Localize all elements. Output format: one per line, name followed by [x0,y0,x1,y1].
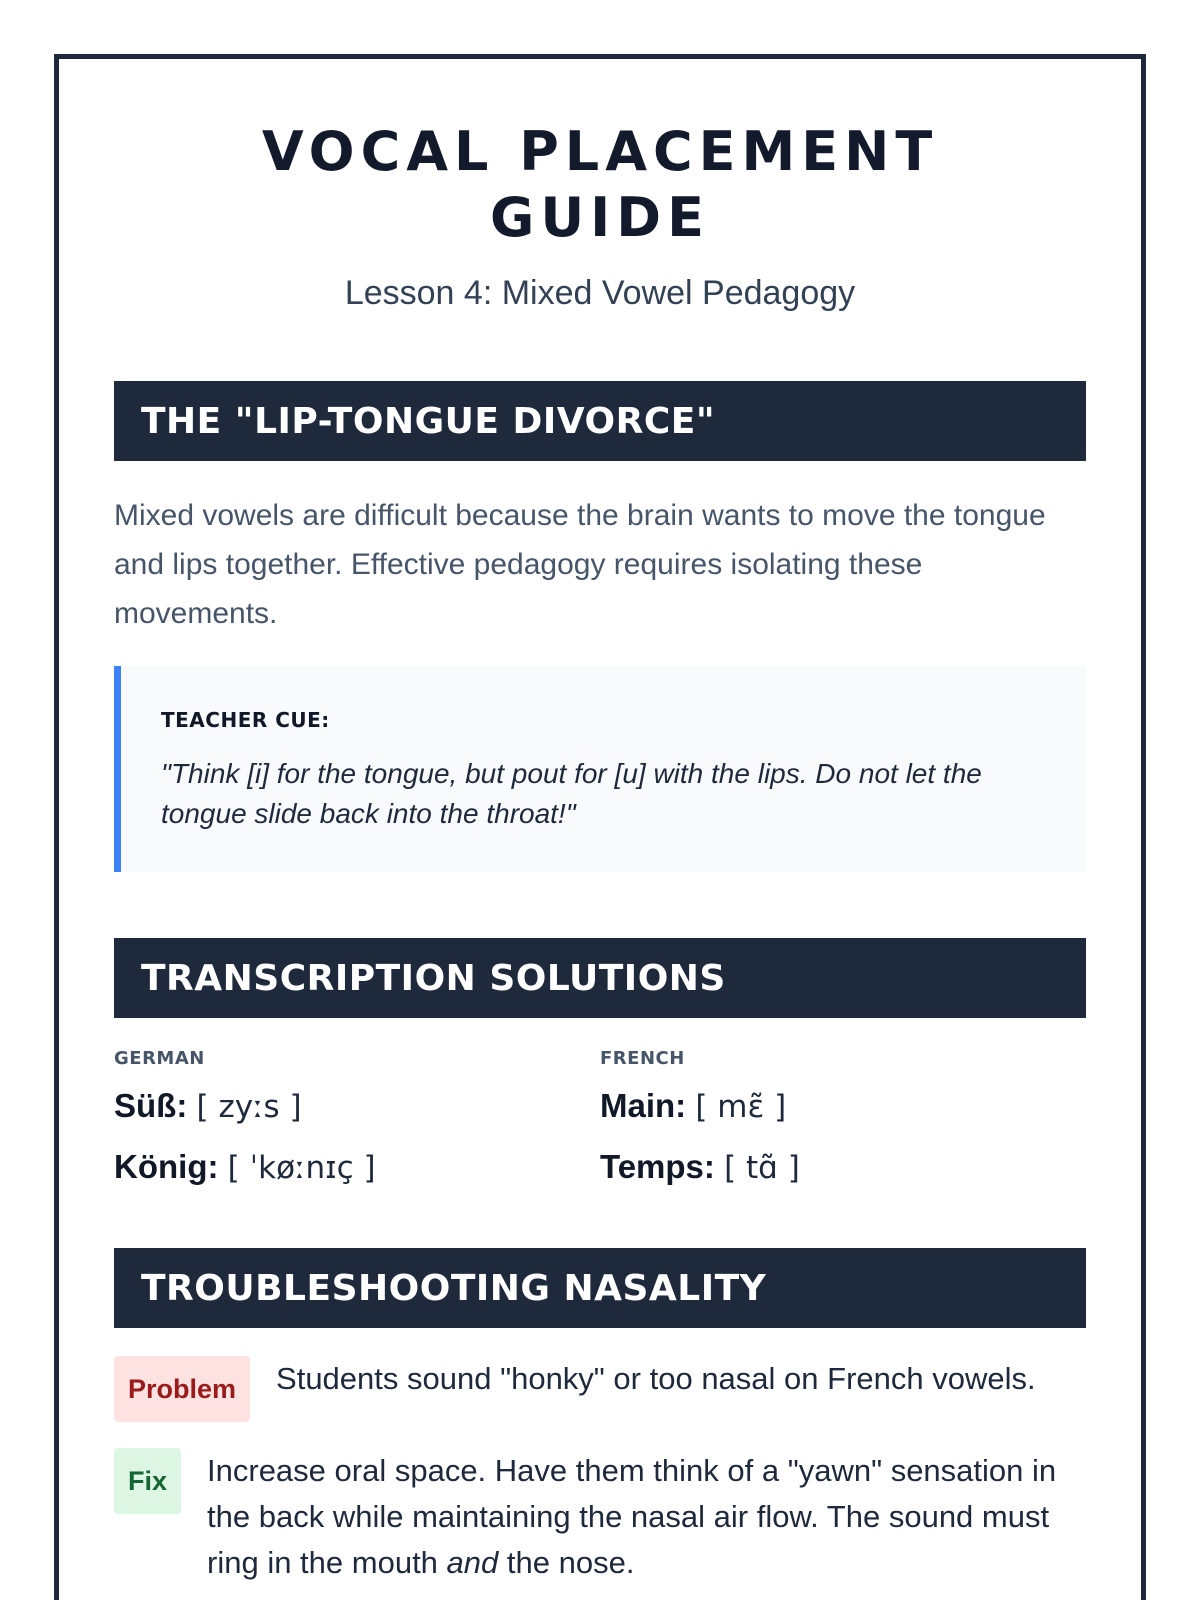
fix-text-emphasis: and [446,1545,499,1580]
teacher-cue-text: "Think [i] for the tongue, but pout for [u] with the lips. Do not let the tongue slide back into the throat!" [161,758,982,829]
ipa-transcription: [ zyːs ] [196,1089,302,1125]
transcription-grid [114,1048,1086,1198]
ipa-transcription: [ mɛ̃ ] [695,1089,787,1125]
transcription-item [114,1076,600,1137]
teacher-cue-label: TEACHER CUE: [161,708,330,732]
ipa-transcription: [ tɑ̃ ] [724,1150,800,1186]
ipa-transcription: [ ˈkøːnɪç ] [227,1150,376,1186]
german-column [114,1048,600,1198]
page-title [114,119,1086,251]
section-heading-transcription: TRANSCRIPTION SOLUTIONS [114,938,1086,1018]
fix-text-part-2: the nose. [498,1545,635,1580]
section-heading-divorce: THE "LIP-TONGUE DIVORCE" [114,381,1086,461]
fix-text [207,1448,1086,1586]
fix-row [114,1448,1086,1586]
teacher-cue-box [114,666,1086,872]
problem-badge: Problem [114,1356,250,1422]
german-label: GERMAN [114,1048,205,1069]
page-subtitle: Lesson 4: Mixed Vowel Pedagogy [344,274,856,312]
problem-row [114,1356,1086,1422]
transcription-item [600,1137,1086,1198]
title-line-2: GUIDE [490,186,710,249]
section-heading-nasality: TROUBLESHOOTING NASALITY [114,1248,1086,1328]
title-line-1: VOCAL PLACEMENT [261,120,939,183]
word: König: [114,1148,219,1185]
guide-card [54,54,1146,1600]
transcription-item [600,1076,1086,1137]
transcription-item [114,1137,600,1198]
french-column [600,1048,1086,1198]
word: Main: [600,1087,687,1124]
guide-content [114,59,1086,1586]
word: Süß: [114,1087,188,1124]
fix-text-part-1: Increase oral space. Have them think of a "yawn" sensation in the back while maintaining the nasal air flow. The sound must ring in the mouth [207,1453,1057,1580]
word: Temps: [600,1148,715,1185]
french-label: FRENCH [600,1048,685,1069]
fix-badge: Fix [114,1448,181,1514]
problem-text: Students sound "honky" or too nasal on French vowels. [276,1361,1036,1396]
intro-paragraph: Mixed vowels are difficult because the brain wants to move the tongue and lips together. Effective pedagogy requires isolating these movements. [114,499,1046,630]
